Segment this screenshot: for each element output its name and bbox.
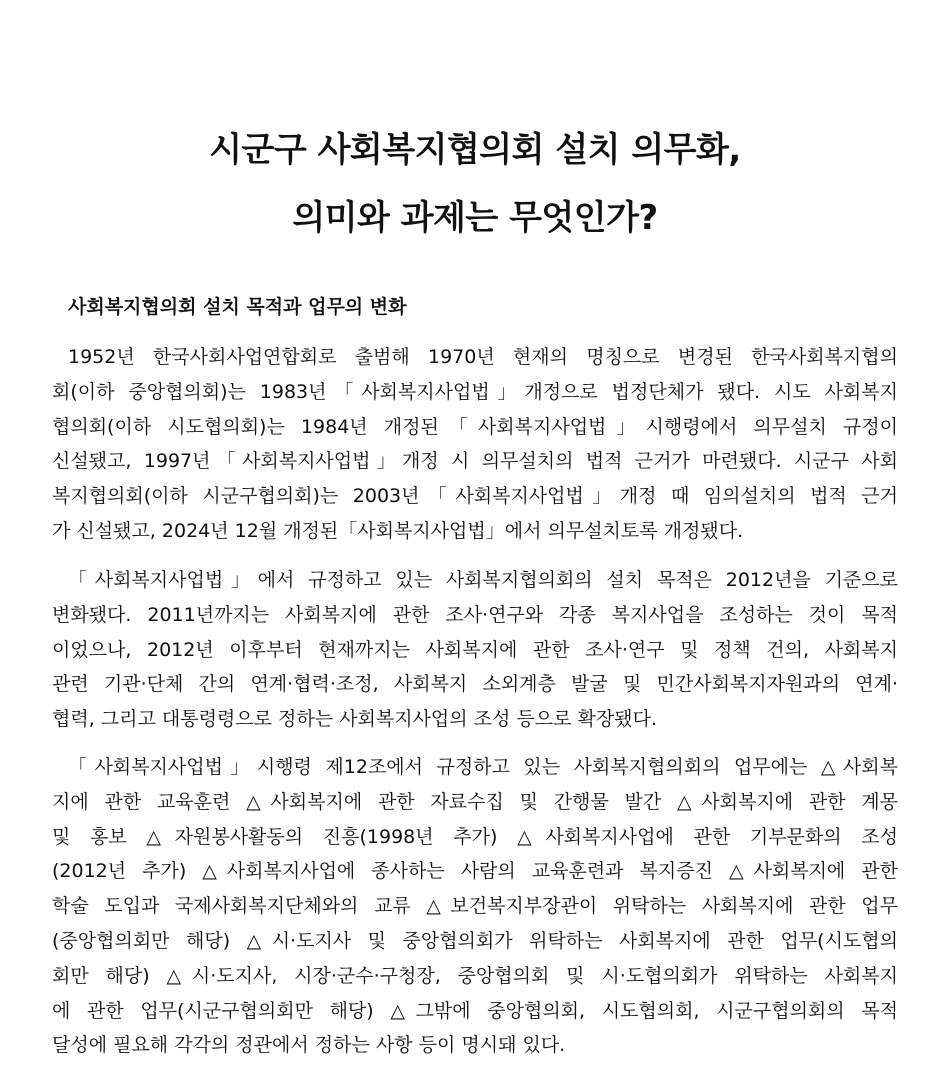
text-line: 가 신설됐고, 2024년 12월 개정된「사회복지사업법」에서 의무설치토록 개정됐다. <box>52 519 744 542</box>
paragraph-2 <box>52 563 898 737</box>
section-heading: 사회복지협의회 설치 목적과 업무의 변화 <box>68 296 407 318</box>
text-line: 및 홍보 △자원봉사활동의 진흥(1998년 추가) △사회복지사업에 관한 기부문화의 조성 <box>52 825 898 848</box>
title-line-2: 의미와 과제는 무엇인가? <box>292 198 658 238</box>
paragraph-1 <box>52 340 898 549</box>
text-line: 지에 관한 교육훈련 △사회복지에 관한 자료수집 및 간행물 발간 △사회복지에 관한 계몽 <box>52 790 898 813</box>
text-line: 학술 도입과 국제사회복지단체와의 교류 △보건복지부장관이 위탁하는 사회복지에 관한 업무 <box>52 895 898 918</box>
text-line: (중앙협의회만 해당) △시·도지사 및 중앙협의회가 위탁하는 사회복지에 관한 업무(시도협의 <box>52 929 898 952</box>
text-line: 달성에 필요해 각각의 정관에서 정하는 사항 등이 명시돼 있다. <box>52 1034 566 1057</box>
text-line: 「사회복지사업법」에서 규정하고 있는 사회복지협의회의 설치 목적은 2012년을 기준으로 <box>68 569 898 591</box>
text-line: 1952년 한국사회사업연합회로 출범해 1970년 현재의 명칭으로 변경된 한국사회복지협의 <box>68 346 898 368</box>
paragraph-3 <box>52 750 898 1063</box>
text-line: 협력, 그리고 대통령령으로 정하는 사회복지사업의 조성 등으로 확장됐다. <box>52 708 657 731</box>
text-line: 회(이하 중앙협의회)는 1983년「사회복지사업법」개정으로 법정단체가 됐다. 시도 사회복지 <box>52 380 898 403</box>
text-line: 관련 기관·단체 간의 연계·협력·조정, 사회복지 소외계층 발굴 및 민간사회복지자원과의 연계· <box>52 673 898 696</box>
text-line: 복지협의회(이하 시군구협의회)는 2003년「사회복지사업법」개정 때 임의설치의 법적 근거 <box>52 485 898 508</box>
text-line: (2012년 추가) △사회복지사업에 종사하는 사람의 교육훈련과 복지증진 △사회복지에 관한 <box>52 860 898 883</box>
text-line: 이었으나, 2012년 이후부터 현재까지는 사회복지에 관한 조사·연구 및 정책 건의, 사회복지 <box>52 638 898 661</box>
text-line: 에 관한 업무(시군구협의회만 해당) △그밖에 중앙협의회, 시도협의회, 시군구협의회의 목적 <box>52 999 898 1022</box>
title-line-1: 시군구 사회복지협의회 설치 의무화, <box>209 130 741 170</box>
text-line: 회만 해당) △시·도지사, 시장·군수·구청장, 중앙협의회 및 시·도협의회가 위탁하는 사회복지 <box>52 964 898 987</box>
text-line: 「사회복지사업법」시행령 제12조에서 규정하고 있는 사회복지협의회의 업무에는 △사회복 <box>68 756 898 778</box>
text-line: 협의회(이하 시도협의회)는 1984년 개정된「사회복지사업법」시행령에서 의무설치 규정이 <box>52 415 898 438</box>
text-line: 변화됐다. 2011년까지는 사회복지에 관한 조사·연구와 각종 복지사업을 조성하는 것이 목적 <box>52 603 898 626</box>
text-line: 신설됐고, 1997년「사회복지사업법」개정 시 의무설치의 법적 근거가 마련됐다. 시군구 사회 <box>52 450 898 473</box>
